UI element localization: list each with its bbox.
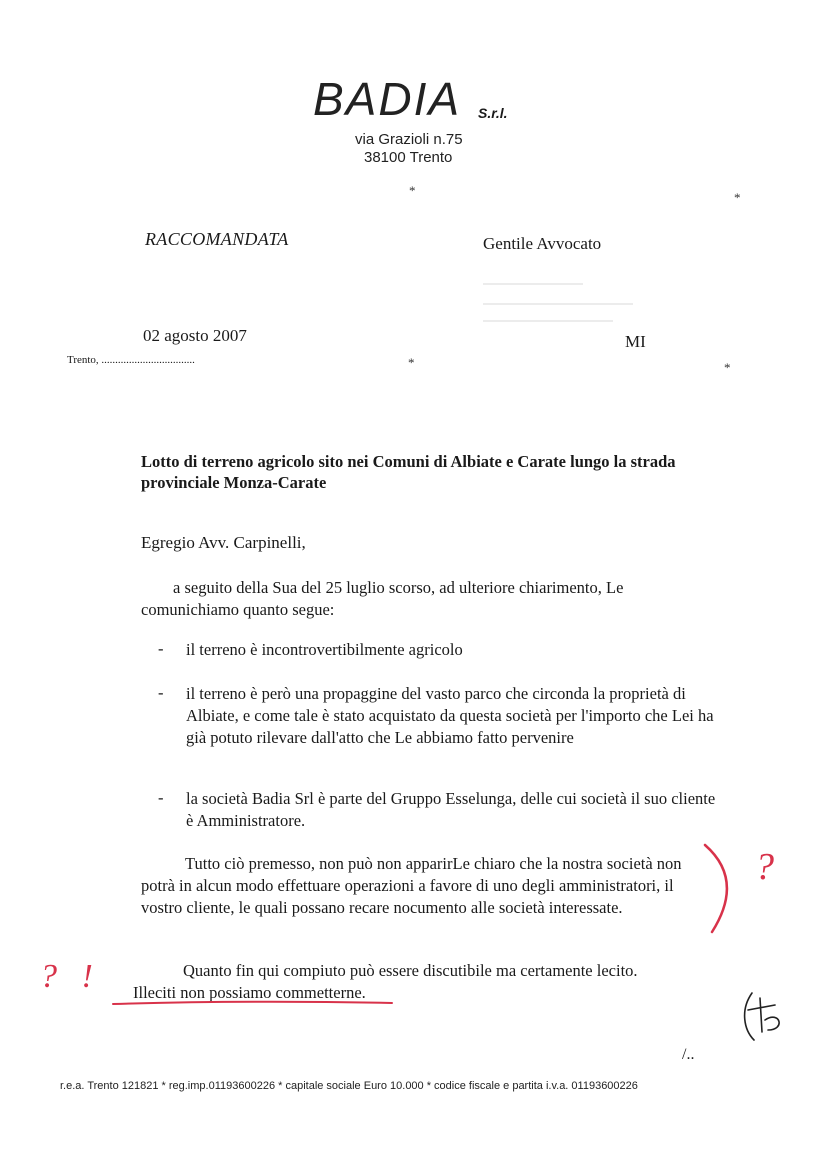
- mark-star: *: [734, 190, 741, 205]
- address-city: 38100 Trento: [364, 149, 453, 166]
- list-item: la società Badia Srl è parte del Gruppo Esselunga, delle cui società il suo cliente è Amministratore.: [186, 789, 716, 830]
- bullet-marker: -: [158, 788, 164, 807]
- continuation-mark: /..: [682, 1046, 695, 1063]
- mark-star: *: [408, 355, 415, 370]
- conclusion-paragraph: Tutto ciò premesso, non può non apparirLe chiaro che la nostra società non potrà in alcun modo effettuare operazioni a favore di uno degli amministratori, il vostro cliente, le quali possano recare nocumento alle società interessate.: [141, 854, 682, 917]
- company-logo: BADIA: [313, 73, 462, 125]
- question-mark-annotation: ?: [755, 846, 774, 888]
- closing-line-1: Quanto fin qui compiuto può essere discutibile ma certamente lecito.: [183, 961, 638, 980]
- recipient-city: MI: [625, 332, 646, 351]
- recipient-title: Gentile Avvocato: [483, 234, 602, 253]
- mark-star: *: [724, 360, 731, 375]
- intro-paragraph: a seguito della Sua del 25 luglio scorso, ad ulteriore chiarimento, Le comunichiamo quanto segue:: [141, 578, 624, 619]
- red-underline-mark: [113, 1002, 392, 1004]
- exclamation-annotation: ? !: [40, 958, 101, 995]
- letter-subject: Lotto di terreno agricolo sito nei Comuni di Albiate e Carate lungo la strada provinciale Monza-Carate: [141, 452, 676, 492]
- bullet-marker: -: [158, 683, 164, 702]
- mark-star: *: [409, 183, 416, 198]
- salutation: Egregio Avv. Carpinelli,: [141, 533, 306, 552]
- red-bracket-mark: [705, 845, 727, 932]
- letter-date: 02 agosto 2007: [143, 326, 247, 345]
- list-item: il terreno è incontrovertibilmente agricolo: [186, 640, 463, 659]
- list-item: il terreno è però una propaggine del vasto parco che circonda la proprietà di Albiate, e come tale è stato acquistato da questa società per l'importo che Lei ha già potuto rilevare dall'atto che Le abbiamo fatto pervenire: [186, 684, 714, 747]
- closing-line-2: Illeciti non possiamo commetterne.: [133, 983, 366, 1002]
- delivery-type: RACCOMANDATA: [145, 229, 289, 249]
- place-line: Trento, ..................................: [67, 354, 195, 366]
- address-street: via Grazioli n.75: [355, 131, 463, 148]
- company-registration-footer: r.e.a. Trento 121821 * reg.imp.01193600226 * capitale sociale Euro 10.000 * codice fiscale e partita i.v.a. 01193600226: [60, 1080, 638, 1092]
- company-suffix: S.r.l.: [478, 105, 508, 121]
- signature-initials: [745, 993, 780, 1040]
- bullet-marker: -: [158, 639, 164, 658]
